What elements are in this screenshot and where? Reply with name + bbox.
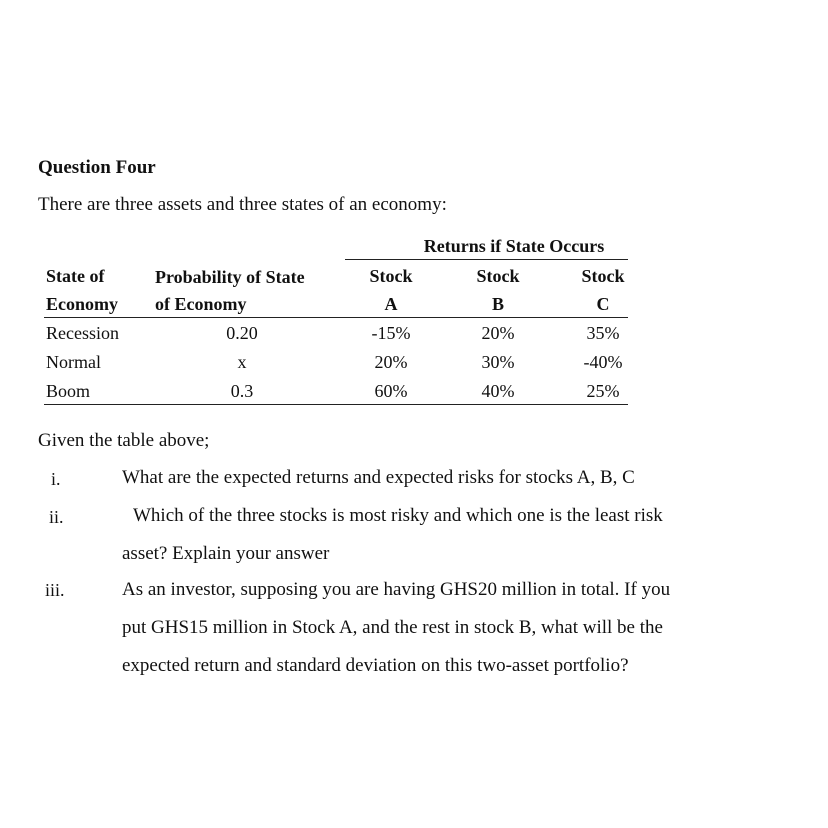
header-probability: Probability of State bbox=[155, 267, 305, 287]
table-bottom-rule bbox=[44, 404, 628, 405]
cell-probability: 0.20 bbox=[226, 323, 258, 343]
header-a: A bbox=[384, 294, 398, 314]
cell-probability: x bbox=[237, 352, 247, 372]
question-line: What are the expected returns and expected risks for stocks A, B, C bbox=[122, 467, 635, 488]
question-heading: Question Four bbox=[38, 157, 156, 178]
header-economy: Economy bbox=[46, 294, 118, 314]
group-header: Returns if State Occurs bbox=[423, 236, 605, 256]
cell-stock-b: 20% bbox=[481, 323, 515, 343]
cell-stock-c: 25% bbox=[586, 381, 620, 401]
cell-probability: 0.3 bbox=[230, 381, 254, 401]
group-header-rule bbox=[345, 259, 628, 260]
cell-stock-a: -15% bbox=[371, 323, 411, 343]
question-line: As an investor, supposing you are having GHS20 million in total. If you bbox=[122, 579, 671, 600]
question-line: asset? Explain your answer bbox=[122, 543, 330, 564]
cell-stock-a: 20% bbox=[374, 352, 408, 372]
question-line: put GHS15 million in Stock A, and the rest in stock B, what will be the bbox=[122, 617, 663, 638]
header-c: C bbox=[596, 294, 610, 314]
given-text: Given the table above; bbox=[38, 430, 210, 451]
header-rule bbox=[44, 317, 628, 318]
header-stock-a: Stock bbox=[369, 266, 413, 286]
header-of-economy: of Economy bbox=[155, 294, 247, 314]
question-number: iii. bbox=[45, 580, 65, 600]
header-stock-c: Stock bbox=[581, 266, 625, 286]
question-number: ii. bbox=[49, 507, 64, 527]
cell-state: Normal bbox=[46, 352, 101, 372]
intro-text: There are three assets and three states of an economy: bbox=[38, 194, 447, 215]
cell-stock-c: 35% bbox=[586, 323, 620, 343]
header-b: B bbox=[491, 294, 505, 314]
question-line: Which of the three stocks is most risky and which one is the least risk bbox=[133, 505, 663, 526]
cell-stock-b: 40% bbox=[481, 381, 515, 401]
cell-state: Boom bbox=[46, 381, 91, 401]
question-number: i. bbox=[51, 469, 61, 489]
question-line: expected return and standard deviation on this two-asset portfolio? bbox=[122, 655, 629, 676]
cell-state: Recession bbox=[46, 323, 119, 343]
cell-stock-c: -40% bbox=[583, 352, 623, 372]
cell-stock-b: 30% bbox=[481, 352, 515, 372]
header-stock-b: Stock bbox=[476, 266, 520, 286]
cell-stock-a: 60% bbox=[374, 381, 408, 401]
header-state: State of bbox=[46, 266, 105, 286]
